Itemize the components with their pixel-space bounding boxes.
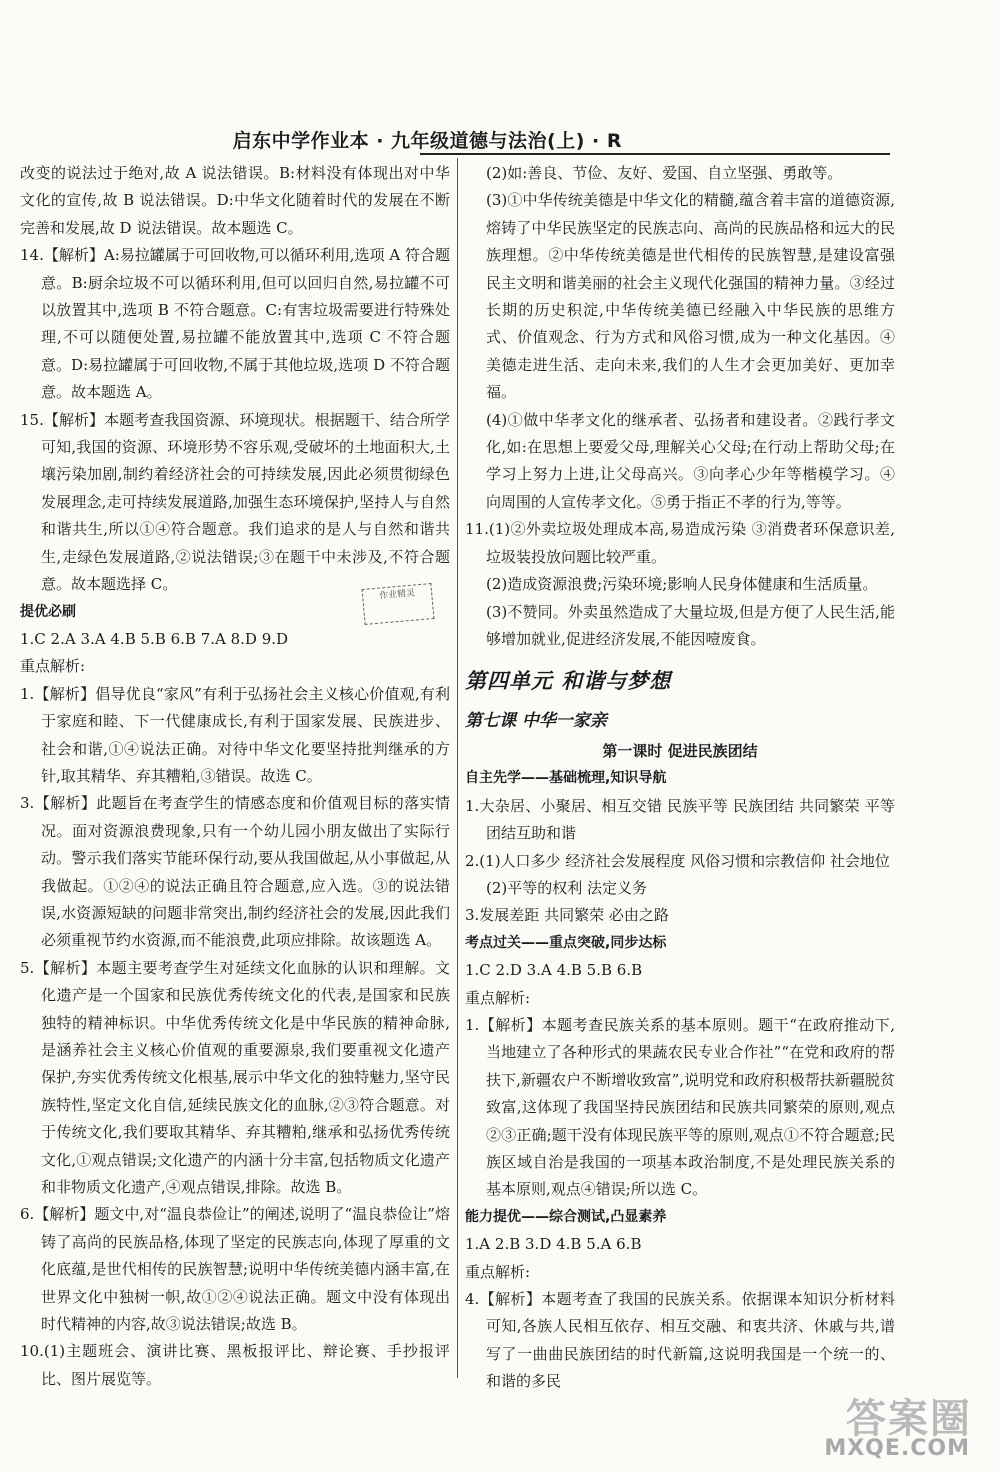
answer-line: 重点解析:	[465, 1262, 531, 1281]
answer-line: 1.C 2.A 3.A 4.B 5.B 6.B 7.A 8.D 9.D	[20, 629, 289, 648]
answer-item: 4.【解析】本题考查了我国的民族关系。依据课本知识分析材料可知,各族人民相互依存、相互交融、和衷共济、休戚与共,谱写了一曲曲民族团结的时代新篇,这说明我国是一个统一的、和谐的多民	[465, 1290, 895, 1391]
section-heading: 考点过关——重点突破,同步达标	[465, 934, 667, 951]
answer-item: 1.【解析】倡导优良“家风”有利于弘扬社会主义核心价值观,有利于家庭和睦、下一代健康成长,有利于国家发展、民族进步、社会和谐,①④说法正确。对待中华文化要坚持批判继承的方针,取其精华、弃其糟粕,③错误。故选 C。	[20, 684, 450, 785]
section-heading: 能力提优——综合测试,凸显素养	[465, 1208, 667, 1225]
answer-subitem: (3)①中华传统美德是中华文化的精髓,蕴含着丰富的道德资源,熔铸了中华民族坚定的民族志向、高尚的民族品格和远大的民族理想。②中华传统美德是世代相传的民族智慧,是建设富强民主文明和谐美丽的社会主义现代化强国的精神力量。③经过长期的历史积淀,中华传统美德已经融入中华民族的思维方式、价值观念、行为方式和风俗习惯,成为一种文化基因。④美德走进生活、走向未来,我们的人生才会更加美好、更加幸福。	[486, 191, 895, 402]
answer-item: 3.【解析】此题旨在考查学生的情感态度和价值观目标的落实情况。面对资源浪费现象,只有一个幼儿园小朋友做出了实际行动。警示我们落实节能环保行动,要从我国做起,从小事做起,从我做起。①②④的说法正确且符合题意,应入选。③的说法错误,水资源短缺的问题非常突出,制约经济社会的发展,因此我们必须重视节约水资源,而不能浪费,此项应排除。故该题选 A。	[20, 794, 450, 950]
answer-item: 1.大杂居、小聚居、相互交错 民族平等 民族团结 共同繁荣 平等团结互助和谐	[465, 796, 895, 843]
section-heading: 自主先学——基础梳理,知识导航	[465, 770, 667, 787]
answer-line: 1.C 2.D 3.A 4.B 5.B 6.B	[465, 961, 643, 980]
answer-line: 重点解析:	[20, 657, 86, 676]
column-divider	[457, 158, 458, 1378]
answer-line: 3.发展差距 共同繁荣 必由之路	[465, 906, 669, 925]
lesson-title: 第七课 中华一家亲	[465, 711, 607, 732]
continued-text: 改变的说法过于绝对,故 A 说法错误。B:材料没有体现出对中华文化的宣传,故 B 说法错误。D:中华文化随着时代的发展在不断完善和发展,故 D 说法错误。故本题选 C。	[20, 164, 450, 237]
right-column	[465, 160, 895, 1396]
watermark-url-text: MXQE.COM	[824, 1436, 970, 1461]
answer-item: 2.(1)人口多少 经济社会发展程度 风俗习惯和宗教信仰 社会地位	[465, 851, 890, 870]
watermark-logo	[808, 1383, 978, 1463]
answer-subitem: (3)不赞同。外卖虽然造成了大量垃圾,但是方便了人民生活,能够增加就业,促进经济发展,不能因噎废食。	[486, 602, 895, 648]
answer-subitem: (4)①做中华孝文化的继承者、弘扬者和建设者。②践行孝文化,如:在思想上要爱父母,理解关心父母;在行动上帮助父母;在学习上努力上进,让父母高兴。③向孝心少年等楷模学习。④向周围的人宣传孝文化。⑤勇于指正不孝的行为,等等。	[486, 410, 895, 511]
section-heading: 提优必刷	[20, 603, 76, 620]
watermark-big-text: 答案圈	[846, 1396, 972, 1442]
answer-line: 1.A 2.B 3.D 4.B 5.A 6.B	[465, 1235, 642, 1254]
answer-subitem: (2)如:善良、节俭、友好、爱国、自立坚强、勇敢等。	[486, 164, 843, 182]
period-title: 第一课时 促进民族团结	[602, 742, 758, 761]
answer-item: 11.(1)②外卖垃圾处理成本高,易造成污染 ③消费者环保意识差,垃圾装投放问题比较严重。	[465, 520, 895, 566]
answer-item: 1.【解析】本题考查民族关系的基本原则。题干“在政府推动下,当地建立了各种形式的果蔬农民专业合作社”“在党和政府的帮扶下,新疆农户不断增收致富”,说明党和政府积极帮扶新疆脱贫致富,这体现了我国坚持民族团结和民族共同繁荣的原则,观点②③正确;题干没有体现民族平等的原则,观点①不符合题意;民族区域自治是我国的一项基本政治制度,不是处理民族关系的基本原则,观点④错误;所以选 C。	[465, 1015, 895, 1199]
answer-subitem: (2)平等的权利 法定义务	[486, 878, 648, 897]
answer-item: 10.(1)主题班会、演讲比赛、黑板报评比、辩论赛、手抄报评比、图片展览等。	[20, 1342, 450, 1388]
answer-item: 6.【解析】题文中,对“温良恭俭让”的阐述,说明了“温良恭俭让”熔铸了高尚的民族品格,体现了坚定的民族志向,体现了厚重的文化底蕴,是世代相传的民族智慧;说明中华传统美德内涵丰富,在世界文化中独树一帜,故①②④说法正确。题文中没有体现出时代精神的内容,故③说法错误;故选 B。	[20, 1205, 450, 1334]
answer-line: 重点解析:	[465, 988, 531, 1007]
answer-subitem: (2)造成资源浪费;污染环境;影响人民身体健康和生活质量。	[486, 575, 878, 594]
answer-item: 15.【解析】本题考查我国资源、环境现状。根据题干、结合所学可知,我国的资源、环境形势不容乐观,受破坏的土地面积大,土壤污染加剧,制约着经济社会的可持续发展,因此必须贯彻绿色发展理念,走可持续发展道路,加强生态环境保护,坚持人与自然和谐共生,所以①④符合题意。我们追求的是人与自然和谐共生,走绿色发展道路,②说法错误;③在题干中未涉及,不符合题意。故本题选择 C。	[20, 410, 450, 594]
stamp-mark	[362, 583, 435, 625]
unit-title: 第四单元 和谐与梦想	[465, 668, 672, 694]
stamp-text: 作业精灵	[378, 588, 416, 602]
page-header	[0, 120, 1000, 156]
answer-item: 14.【解析】A:易拉罐属于可回收物,可以循环利用,选项 A 符合题意。B:厨余垃圾不可以循环利用,但可以回归自然,易拉罐不可以放置其中,选项 B 不符合题意。C:有害垃圾需要进行特殊处理,不可以随便处置,易拉罐不能放置其中,选项 C 不符合题意。D:易拉罐属于可回收物,不属于其他垃圾,选项 D 不符合题意。故本题选 A。	[20, 246, 450, 402]
answer-item: 5.【解析】本题主要考查学生对延续文化血脉的认识和理解。文化遗产是一个国家和民族优秀传统文化的代表,是国家和民族独特的精神标识。中华优秀传统文化是中华民族的精神命脉,是涵养社会主义核心价值观的重要源泉,我们要重视文化遗产保护,夯实优秀传统文化根基,展示中华文化的独特魅力,坚守民族特性,坚定文化自信,延续民族文化的血脉,②③符合题意。对于传统文化,我们要取其精华、弃其糟粕,继承和弘扬优秀传统文化,①观点错误;文化遗产的内涵十分丰富,包括物质文化遗产和非物质文化遗产,④观点错误,排除。故选 B。	[20, 958, 450, 1197]
book-title: 启东中学作业本 · 九年级道德与法治(上) · R	[232, 130, 622, 152]
left-column	[20, 160, 450, 1393]
header-rule	[420, 153, 890, 155]
